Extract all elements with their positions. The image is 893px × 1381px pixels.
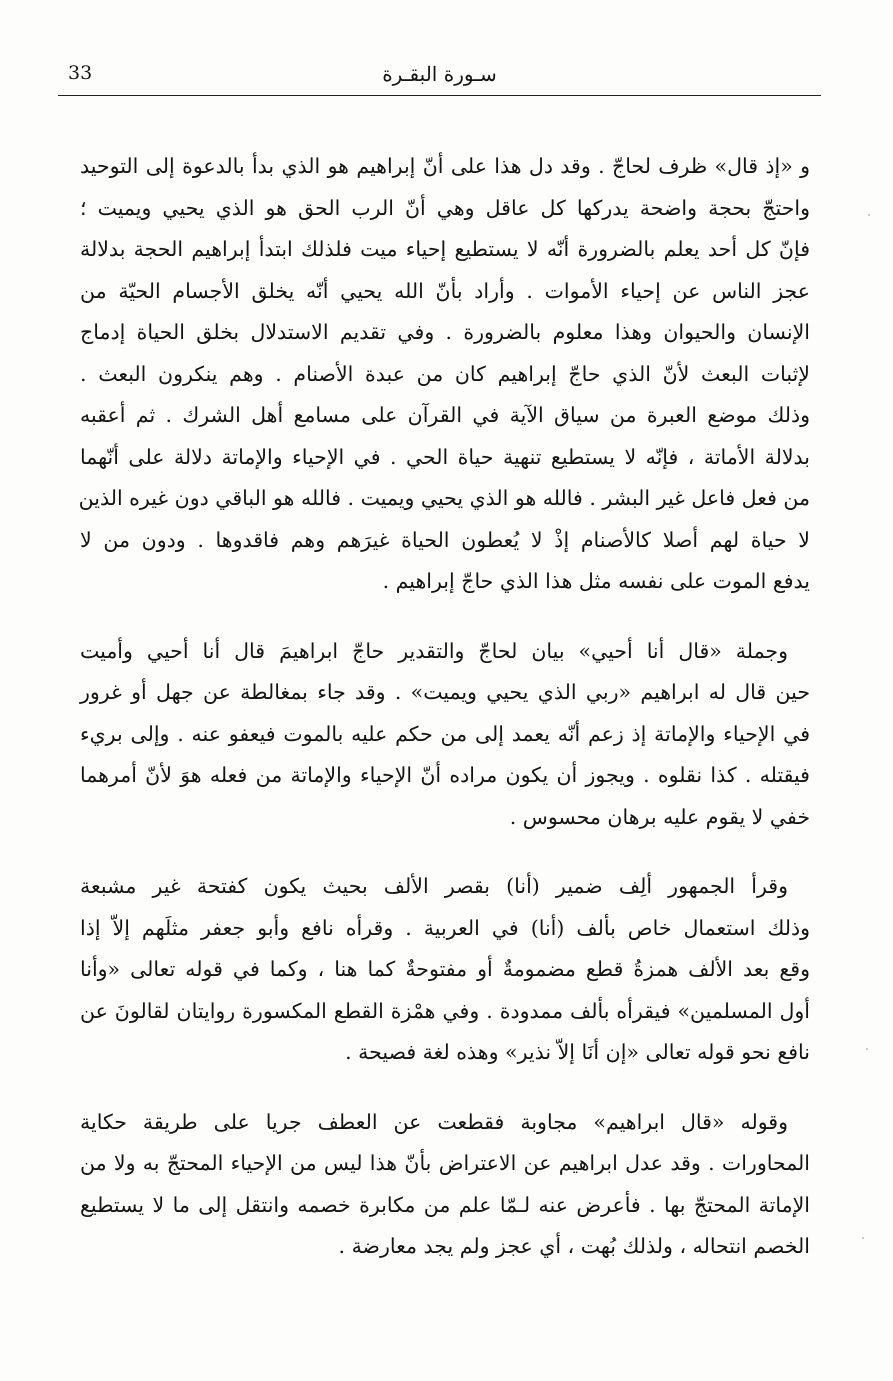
- text-line: وجملة «قال أنا أحيي» بيان لحاجّ والتقدير حاجّ ابراهيمَ قال أنا أحيي وأميت: [80, 638, 788, 663]
- text-line: بدلالة الأماتة ، فإنّه لا يستطيع تنهية حياة الحي . في الإحياء والإماتة دلالة على أنّهما: [80, 444, 810, 469]
- text-line: وذلك استعمال خاص بألف (أنا) في العربية . وقرأه نافع وأبو جعفر مثلَهم إلاّ إذا: [80, 915, 810, 940]
- text-line: خفي لا يقوم عليه برهان محسوس .: [509, 804, 810, 829]
- paragraph: [80, 1102, 810, 1268]
- text-line: وقوله «قال ابراهيم» مجاوبة فقطعت عن العطف جريا على طريقة حكاية: [80, 1109, 788, 1134]
- text-line: نافع نحو قوله تعالى «إن أنَا إلاّ نذير» وهذه لغة فصيحة .: [345, 1040, 810, 1064]
- text-line: في الإحياء والإماتة إذ زعم أنّه يعمد إلى من حكم عليه بالموت فيعفو عنه . وإلى بريء: [80, 721, 810, 746]
- body-text: [80, 146, 810, 1296]
- paragraph: [80, 146, 810, 603]
- paragraph: [80, 866, 810, 1074]
- text-line: حين قال له ابراهيم «ربي الذي يحيي ويميت» . وقد جاء بمغالطة عن جهل أو غرور: [80, 680, 810, 704]
- text-line: فإنّ كل أحد يعلم بالضرورة أنّه لا يستطيع إحياء ميت فلذلك ابتدأ إبراهيم الحجة بدلالة: [80, 237, 810, 261]
- text-line: الإنسان والحيوان وهذا معلوم بالضرورة . وفي تقديم الاستدلال بخلق الحياة إدماج: [80, 320, 810, 344]
- scan-speck: [866, 1048, 868, 1050]
- text-line: لإثبات البعث لأنّ الذي حاجّ إبراهيم كان من عبدة الأصنام . وهم ينكرون البعث .: [80, 361, 810, 386]
- text-line: واحتجّ بحجة واضحة يدركها كل عاقل وهي أنّ الرب الحق هو الذي يحيي ويميت ؛: [80, 195, 810, 220]
- text-line: لا حياة لهم أصلا كالأصنام إذْ لا يُعطون الحياة غيرَهم وهم فاقدوها . ودون من لا: [80, 527, 810, 552]
- header-rule: [58, 95, 821, 96]
- text-line: الخصم انتحاله ، ولذلك بُهت ، أي عجز ولم يجد معارضة .: [338, 1234, 810, 1258]
- text-line: عجز الناس عن إحياء الأموات . وأراد بأنّ الله يحيي أنّه يخلق الأجسام الحيّة من: [80, 278, 810, 303]
- scan-speck: [868, 214, 870, 216]
- text-line: فيقتله . كذا نقلوه . ويجوز أن يكون مراده أنّ الإحياء والإماتة من فعله هوَ لأنّ أمرهما: [80, 763, 810, 787]
- text-line: الإماتة المحتجّ بها . فأعرض عنه لـمّا علم من مكابرة خصمه وانتقل إلى ما لا يستطيع: [80, 1192, 810, 1217]
- text-line: يدفع الموت على نفسه مثل هذا الذي حاجّ إبراهيم .: [382, 569, 810, 593]
- text-line: وذلك موضع العبرة من سياق الآية في القرآن على مسامع أهل الشرك . ثم أعقبه: [80, 403, 810, 427]
- text-line: و «إذ قال» ظرف لحاجّ . وقد دل هذا على أنّ إبراهيم هو الذي بدأ بالدعوة إلى التوحيد: [80, 154, 810, 178]
- running-title: سـورة البقـرة: [382, 62, 497, 86]
- text-line: وقرأ الجمهور ألِف ضمير (أنا) بقصر الألف بحيث يكون كفتحة غير مشبعة: [80, 874, 788, 898]
- text-line: من فعل فاعل غير البشر . فالله هو الذي يحيي ويميت . فالله هو الباقي دون غيره الذين: [78, 486, 810, 510]
- text-line: المحاورات . وقد عدل ابراهيم عن الاعتراض بأنّ هذا ليس من الإحياء المحتجّ به ولا من: [80, 1151, 810, 1175]
- page-number: 33: [68, 62, 93, 84]
- text-line: أول المسلمين» فيقرأه بألف ممدودة . وفي همْزة القطع المكسورة روايتان لقالونَ عن: [80, 998, 810, 1023]
- page-header: [58, 62, 821, 96]
- text-line: وقع بعد الألف همزةُ قطع مضمومةٌ أو مفتوحةٌ كما هنا ، وكما في قوله تعالى «وأنا: [80, 957, 810, 981]
- scan-speck: [862, 1237, 864, 1239]
- paragraph: [80, 631, 810, 839]
